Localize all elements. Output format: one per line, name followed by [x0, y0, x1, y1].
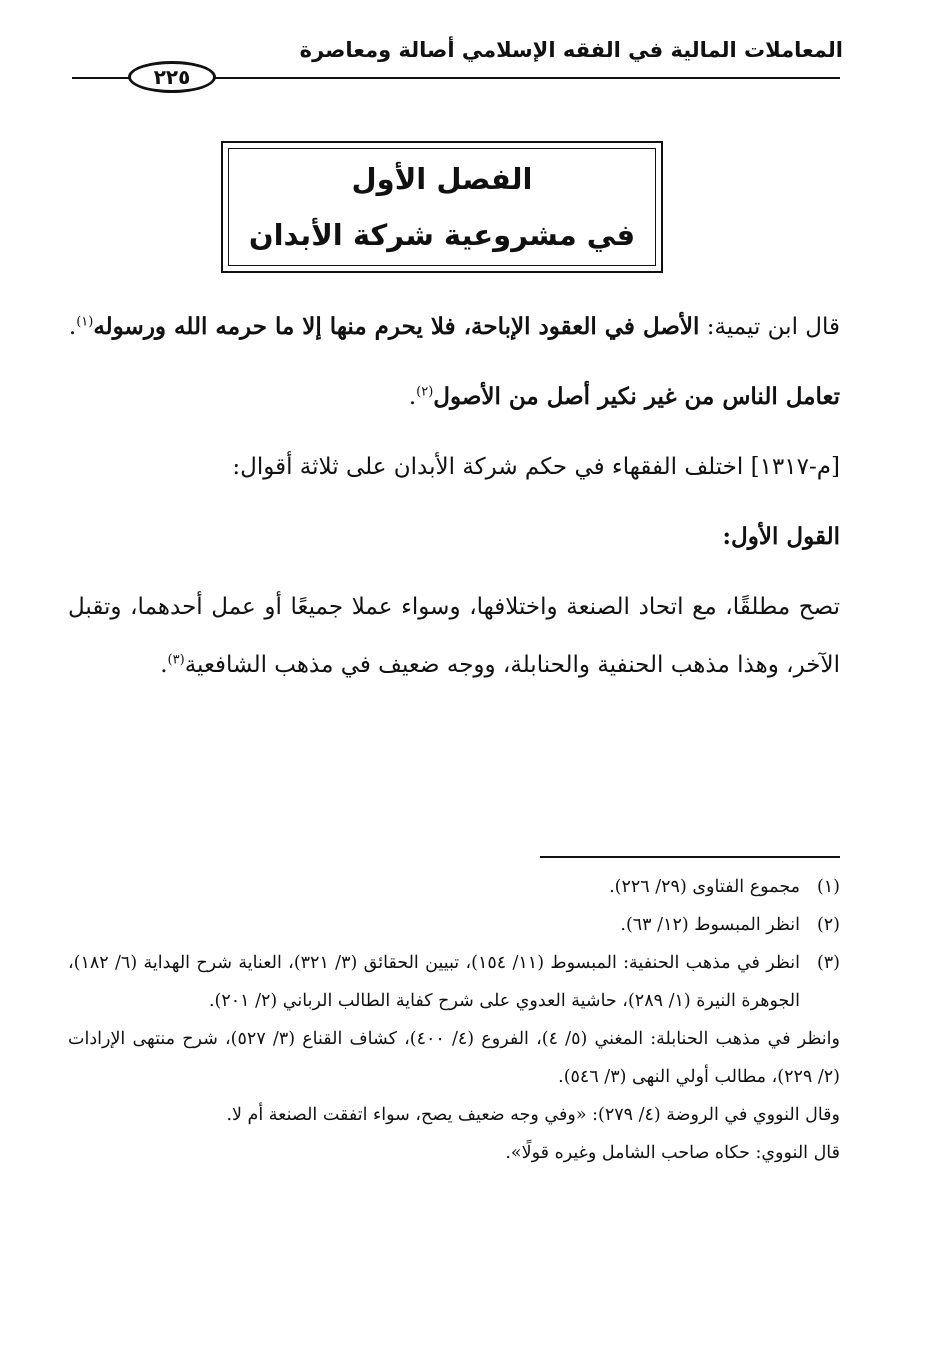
- footnote-text: انظر المبسوط (١٢/ ٦٣).: [620, 915, 800, 935]
- footnote-ref-1[interactable]: (١): [76, 314, 94, 330]
- paragraph-lead: قال ابن تيمية:: [699, 314, 840, 340]
- footnote-ref-3[interactable]: (٣): [167, 652, 185, 668]
- footnote-number: (١): [816, 877, 840, 897]
- section-heading-first-opinion: القول الأول:: [722, 523, 840, 550]
- paragraph-custom: [68, 368, 840, 426]
- footnote-1: [68, 868, 840, 906]
- paragraph-end: .: [408, 384, 417, 410]
- chapter-title-line-2: في مشروعية شركة الأبدان: [248, 218, 636, 252]
- chapter-title-inner-frame: [228, 148, 656, 266]
- page-number-badge: [128, 61, 216, 93]
- opinion-text: تصح مطلقًا، مع اتحاد الصنعة واختلافها، وسواء عملا جميعًا أو عمل أحدهما، وتقبل الآخر، وهذا مذهب الحنفية والحنابلة، ووجه ضعيف في مذهب الشافعية: [68, 594, 840, 678]
- paragraph-end: .: [68, 314, 77, 340]
- footnote-text: مجموع الفتاوى (٢٩/ ٢٢٦).: [609, 877, 800, 897]
- main-text: [68, 298, 840, 706]
- chapter-title-line-1: الفصل الأول: [351, 162, 533, 196]
- footnote-2: [68, 906, 840, 944]
- footnote-ref-2[interactable]: (٢): [416, 384, 434, 400]
- footnote-number: (٣): [816, 953, 840, 973]
- footnote-number: (٢): [816, 915, 840, 935]
- paragraph-issue: [م-١٣١٧] اختلف الفقهاء في حكم شركة الأبدان على ثلاثة أقوال:: [232, 454, 840, 480]
- footnote-3-nawawi: وقال النووي في الروضة (٤/ ٢٧٩): «وفي وجه ضعيف يصح، سواء اتفقت الصنعة أم لا.: [226, 1105, 840, 1125]
- quoted-rule: الأصل في العقود الإباحة، فلا يحرم منها إلا ما حرمه الله ورسوله: [93, 313, 700, 340]
- footnote-3-nawawi-quote: قال النووي: حكاه صاحب الشامل وغيره قولًا».: [505, 1143, 840, 1163]
- paragraph-first-opinion: [68, 578, 840, 694]
- running-header-title: المعاملات المالية في الفقه الإسلامي أصالة ومعاصرة: [299, 38, 843, 62]
- footnotes: [68, 868, 840, 1172]
- footnote-separator: [540, 856, 840, 858]
- paragraph-ibn-taymiyya: [68, 298, 840, 356]
- custom-statement: تعامل الناس من غير نكير أصل من الأصول: [433, 383, 840, 410]
- footnote-3-hanbali: وانظر في مذهب الحنابلة: المغني (٥/ ٤)، الفروع (٤/ ٤٠٠)، كشاف القناع (٣/ ٥٢٧)، شرح منتهى الإرادات (٢/ ٢٢٩)، مطالب أولي النهى (٣/ ٥٤٦).: [68, 1029, 840, 1087]
- footnote-3: [68, 944, 840, 1020]
- chapter-title-box: [221, 141, 663, 273]
- page-number: ٢٢٥: [153, 65, 191, 89]
- paragraph-end: .: [160, 652, 168, 678]
- footnote-text: انظر في مذهب الحنفية: المبسوط (١١/ ١٥٤)، تبيين الحقائق (٣/ ٣٢١)، العناية شرح الهداية (٦/ ١٨٢)، الجوهرة النيرة (١/ ٢٨٩)، حاشية العدوي على شرح كفاية الطالب الرباني (٢/ ٢٠١).: [68, 953, 800, 1011]
